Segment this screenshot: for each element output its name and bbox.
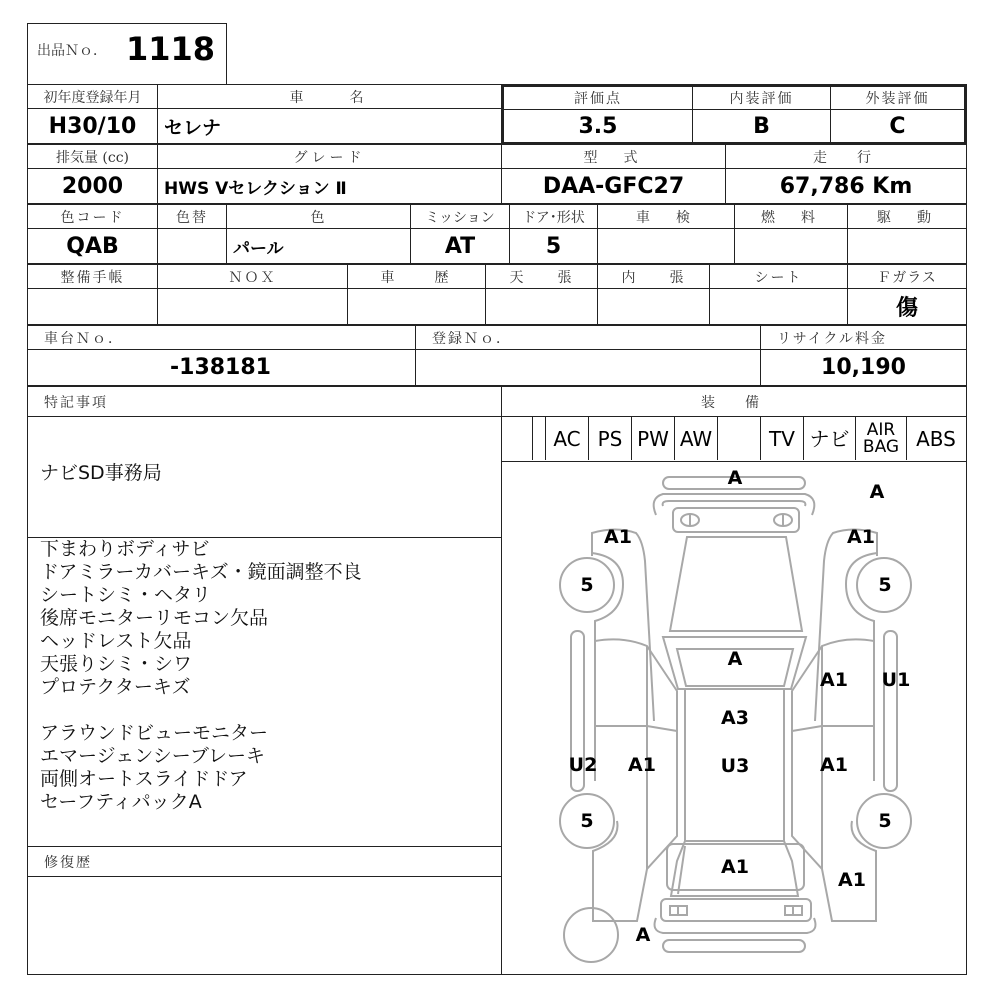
mark-right-front-door: A1 [820, 754, 848, 776]
color-change-value [157, 228, 227, 264]
color-code-label: 色コード [27, 204, 158, 229]
note-line: プロテクターキズ [40, 676, 191, 698]
mileage-value: 67,786 Km [725, 168, 967, 204]
lot-number: 1118 [126, 30, 216, 68]
chassis-value: -138181 [27, 349, 416, 386]
maintenance-label: 整備手帳 [27, 264, 158, 289]
transmission-label: ミッション [410, 204, 510, 229]
lot-label: 出品Ｎｏ． [37, 43, 107, 59]
mark-left-sill: U2 [568, 754, 598, 776]
mark-rear-right-tire: 5 [878, 574, 892, 596]
equip-abs: ABS [906, 417, 965, 460]
fuel-value [734, 228, 848, 264]
mark-roof-rear: A [727, 648, 743, 670]
score-value: 3.5 [504, 110, 693, 142]
reg-value [415, 349, 761, 386]
maintenance-value [27, 288, 158, 325]
displacement-value: 2000 [27, 168, 158, 204]
headliner-label: 天 張 [485, 264, 598, 289]
fglass-label: Ｆガラス [847, 264, 967, 289]
history-value [347, 288, 486, 325]
equip-airbag [855, 417, 906, 460]
note-line: 後席モニターリモコン欠品 [40, 607, 269, 629]
model-label: 型 式 [501, 144, 726, 169]
equip-pw: PW [631, 417, 674, 460]
headliner-value [485, 288, 598, 325]
score-label: 評価点 [504, 87, 693, 110]
mark-right-sill: U1 [881, 669, 911, 691]
airbag-top: AIR [866, 420, 896, 441]
inspection-value [597, 228, 735, 264]
seat-value [709, 288, 848, 325]
car-name-label: 車 名 [157, 84, 502, 109]
mark-roof: A3 [721, 707, 749, 729]
notes-label: 特記事項 [27, 386, 502, 417]
exterior-grade-label: 外装評価 [831, 87, 964, 110]
nox-value [157, 288, 348, 325]
mark-roof-front: U3 [720, 755, 750, 777]
equip-tv: TV [760, 417, 803, 460]
grade-value: HWS Vセレクション Ⅱ [157, 168, 502, 204]
note-line: 下まわりボディサビ [40, 538, 210, 560]
mark-hood: A1 [721, 856, 749, 878]
recycle-label: リサイクル料金 [760, 325, 967, 350]
car-diagram-box [501, 461, 967, 975]
color-value: パール [226, 228, 411, 264]
mark-front-right-fender: A1 [838, 869, 866, 891]
airbag-bottom: BAG [862, 436, 900, 457]
interior-grade-value: B [693, 110, 831, 142]
first-reg-value: H30/10 [27, 108, 158, 144]
interior-trim-value [597, 288, 710, 325]
drive-value [847, 228, 967, 264]
displacement-label: 排気量 (cc) [27, 144, 158, 169]
mileage-label: 走 行 [725, 144, 967, 169]
chassis-label: 車台Ｎｏ． [27, 325, 416, 350]
equip-aw: AW [674, 417, 717, 460]
notes-list-box [27, 537, 502, 847]
score-block [501, 84, 967, 145]
notes-top-box [27, 416, 502, 538]
first-reg-label: 初年度登録年月 [27, 84, 158, 109]
mark-front-bumper: A [635, 924, 651, 946]
history-label: 車 歴 [347, 264, 486, 289]
nox-label: ＮＯＸ [157, 264, 348, 289]
color-label: 色 [226, 204, 411, 229]
notes-top-text: ナビSD事務局 [40, 462, 162, 484]
inspection-label: 車 検 [597, 204, 735, 229]
mark-front-right-tire: 5 [878, 810, 892, 832]
equip-ps: PS [588, 417, 631, 460]
mark-rear-bumper: A [727, 467, 743, 489]
grade-label: グレード [157, 144, 502, 169]
note-line [40, 699, 362, 722]
equip-ac: AC [545, 417, 588, 460]
door-value: 5 [509, 228, 598, 264]
mark-rear-left-quarter: A1 [604, 526, 632, 548]
color-change-label: 色替 [157, 204, 227, 229]
note-line: 両側オートスライドドア [40, 768, 248, 790]
model-value: DAA-GFC27 [501, 168, 726, 204]
equip-blank-2 [717, 417, 760, 460]
equip-blank-1 [532, 417, 546, 460]
fglass-value: 傷 [847, 288, 967, 325]
door-label: ドア･形状 [509, 204, 598, 229]
mark-rear-left-tire: 5 [580, 574, 594, 596]
reg-label: 登録Ｎｏ． [415, 325, 761, 350]
interior-trim-label: 内 張 [597, 264, 710, 289]
exterior-grade-value: C [889, 113, 906, 139]
recycle-value: 10,190 [760, 349, 967, 386]
equipment-label: 装 備 [501, 386, 967, 417]
mark-rear-right-corner: A [869, 481, 885, 503]
fuel-label: 燃 料 [734, 204, 848, 229]
notes-lines [40, 538, 362, 814]
equip-navi: ナビ [803, 417, 855, 460]
repair-history-box [27, 876, 502, 975]
note-line: シートシミ・ヘタリ [40, 584, 212, 606]
mark-right-rear-door: A1 [820, 669, 848, 691]
car-name-value: セレナ [157, 108, 502, 144]
mark-left-front-door: A1 [628, 754, 656, 776]
interior-grade-label: 内装評価 [693, 87, 831, 110]
repair-history-label: 修復歴 [27, 846, 502, 877]
note-line: アラウンドビューモニター [40, 722, 269, 744]
note-line: ヘッドレスト欠品 [40, 630, 192, 652]
note-line: セーフティパックA [40, 791, 202, 813]
equipment-row [501, 416, 967, 462]
note-line: ドアミラーカバーキズ・鏡面調整不良 [40, 561, 362, 583]
transmission-value: AT [410, 228, 510, 264]
mark-front-left-tire: 5 [580, 810, 594, 832]
mark-rear-right-quarter: A1 [847, 526, 875, 548]
drive-label: 駆 動 [847, 204, 967, 229]
lot-number-box [27, 23, 227, 85]
color-code-value: QAB [27, 228, 158, 264]
note-line: エマージェンシーブレーキ [40, 745, 266, 767]
note-line: 天張りシミ・シワ [40, 653, 193, 675]
seat-label: シート [709, 264, 848, 289]
